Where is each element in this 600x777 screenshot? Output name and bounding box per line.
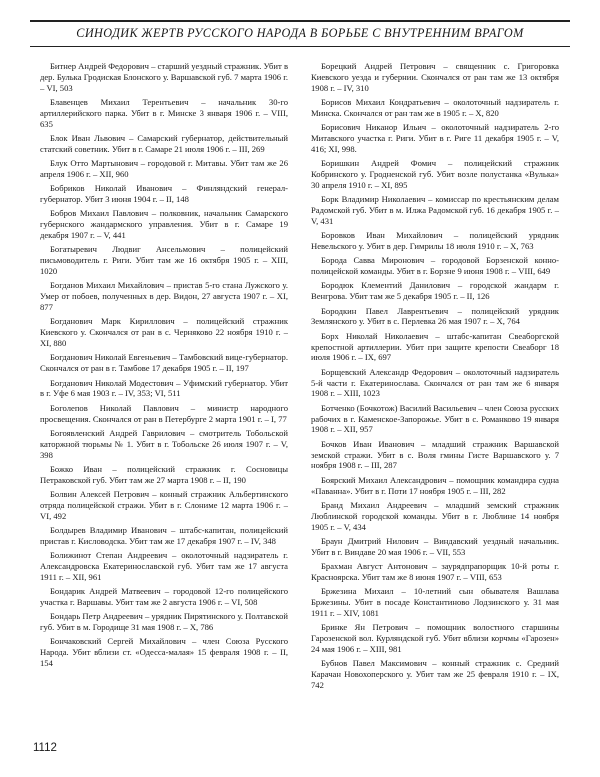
biography-entry: Битнер Андрей Федорович – старший уездный стражник. Убит в дер. Булька Гродиская Блонского у. Варшавской губ. 7 марта 1906 г. – VI, 503: [40, 61, 288, 93]
biography-entry: Блук Отто Мартынович – городовой г. Митавы. Убит там же 26 апреля 1906 г. – XII, 960: [40, 158, 288, 180]
biography-entry: Борецкий Андрей Петрович – священник с. Григоровка Киевского уезда и губернии. Скончался от ран там же 13 октября 1908 г. – IV, 310: [311, 61, 559, 93]
biography-entry: Борк Владимир Николаевич – комиссар по крестьянским делам Радомской губ. Убит в м. Илжа Радомской губ. 16 декабря 1905 г. – V, 431: [311, 194, 559, 226]
biography-entry: Бондарик Андрей Матвеевич – городовой 12-го полицейского участка г. Варшавы. Убит там же 2 августа 1906 г. – VI, 508: [40, 586, 288, 607]
biography-entry: Боровков Иван Михайлович – полицейский урядник Невельского у. Убит в дер. Гимрилы 18 июля 1910 г. – X, 763: [311, 230, 559, 252]
biography-entry: Бранд Михаил Андреевич – младший земский стражник Люблинской городской команды. Убит в г. Люблине 14 ноября 1905 г. – V, 434: [311, 499, 559, 532]
biography-entry: Бончаковский Сергей Михайлович – член Союза Русского Народа. Убит вблизи ст. «Одесса-малая» 15 февраля 1908 г. – II, 154: [40, 636, 288, 669]
biography-entry: Бринке Ян Петрович – помощник волостного старшины Гарозенской вол. Курляндской губ. Убит вблизи корчмы «Гарозен» 24 мая 1906 г. – XIII, 981: [311, 622, 559, 654]
biography-entry: Блок Иван Львович – Самарский губернатор, действительный статский советник. Убит в г. Самаре 21 июля 1906 г. – III, 269: [40, 133, 288, 154]
biography-entry: Богданович Марк Кириллович – полицейский стражник Киевского у. Скончался от ран в с. Черняково 22 ноября 1910 г. – XI, 880: [40, 316, 288, 349]
biography-entry: Богданович Николай Евгеньевич – Тамбовский вице-губернатор. Скончался от ран в г. Тамбове 17 декабря 1905 г. – II, 197: [40, 352, 288, 374]
biography-entry: Бржезина Михаил – 10-летний сын обывателя Вашлава Бржезины. Убит в посаде Константиново Лодзинского у. 31 мая 1911 г. – XIV, 1081: [311, 586, 559, 618]
biography-entry: Борх Николай Николаевич – штабс-капитан Свеаборгской крепостной артиллерии. Убит при защите крепости Свеаборг 18 июля 1906 г. – IX, 697: [311, 330, 559, 363]
biography-entry: Браун Дмитрий Нилович – Виндавский уездный начальник. Убит в г. Виндаве 20 мая 1906 г. – VII, 553: [311, 535, 559, 557]
biography-entry: Бобриков Николай Иванович – Финляндский генерал-губернатор. Убит 3 июня 1904 г. – II, 148: [40, 183, 288, 205]
header-rule-bottom: [30, 46, 570, 47]
biography-entry: Божко Иван – полицейский стражник г. Сосновицы Петраковской губ. Убит там же 27 марта 1908 г. – II, 190: [40, 463, 288, 485]
biography-entry: Боярский Михаил Александрович – помощник командира судна «Паванна». Убит в г. Поти 17 ноября 1905 г. – III, 282: [311, 474, 559, 496]
biography-entry: Боришкин Андрей Фомич – полицейский стражник Кобринского у. Гродненской губ. Убит возле полустанка «Вулька» 30 апреля 1910 г. – XI, 895: [311, 158, 559, 190]
biography-entry: Болижинот Степан Андреевич – околоточный надзиратель г. Александровска Екатеринославской губ. Убит там же 17 августа 1911 г. – XII, 961: [40, 550, 288, 582]
right-column: [311, 61, 559, 751]
page-number: 1112: [33, 742, 57, 754]
biography-entry: Болдырев Владимир Иванович – штабс-капитан, полицейский пристав г. Кисловодска. Убит там же 17 декабря 1907 г. – IV, 348: [40, 524, 288, 546]
biography-entry: Бубнов Павел Максимович – конный стражник с. Средний Карачан Новохоперского у. Убит там же 25 февраля 1910 г. – IX, 742: [311, 658, 559, 690]
biography-entry: Богатыревич Людвиг Ансельмович – полицейский письмоводитель г. Риги. Убит там же 16 октября 1905 г. – XIII, 1020: [40, 244, 288, 277]
left-column: [40, 61, 288, 751]
biography-entry: Бородюк Клементий Данилович – городской жандарм г. Венгрова. Убит там же 5 декабря 1905 г. – II, 126: [311, 280, 559, 302]
biography-entry: Блавенцев Михаил Терентьевич – начальник 30-го артиллерийского парка. Убит в г. Минске 3 января 1906 г. – VIII, 635: [40, 97, 288, 129]
biography-entry: Богданович Николай Модестович – Уфимский губернатор. Убит в г. Уфе 6 мая 1903 г. – IV, 353; VI, 511: [40, 377, 288, 399]
biography-entry: Боголепов Николай Павлович – министр народного просвещения. Скончался от ран в Петербурге 2 марта 1901 г. – I, 77: [40, 402, 288, 424]
header-rule-top: [30, 20, 570, 22]
running-header: [30, 20, 570, 50]
biography-entry: Бондарь Петр Андреевич – урядник Пирятинского у. Полтавской губ. Убит в м. Городище 31 мая 1908 г. – X, 786: [40, 611, 288, 633]
biography-entry: Бобров Михаил Павлович – полковник, начальник Самарского губернского жандармского управления. Убит в г. Самаре 19 декабря 1907 г. – V, 441: [40, 208, 288, 241]
biography-entry: Богоявленский Андрей Гаврилович – смотритель Тобольской каторжной тюрьмы № 1. Убит в г. Тобольске 26 июля 1907 г. – V, 398: [40, 427, 288, 460]
biography-entry: Борисович Никанор Ильич – околоточный надзиратель 2-го Митавского участка г. Риги. Убит в г. Риге 11 декабря 1905 г. – V, 416; XI, 998.: [311, 122, 559, 154]
biography-entry: Болвин Алексей Петрович – конный стражник Альбертинского отряда полицейской стражи. Убит в г. Слониме 12 марта 1906 г. – VI, 492: [40, 488, 288, 521]
biography-entry: Ботченко (Бочкотож) Василий Васильевич – член Союза русских рабочих в г. Каменское-Запорожье. Убит в с. Романково 19 января 1908 г. – XII, 957: [311, 402, 559, 435]
biography-entry: Богданов Михаил Михайлович – пристав 5-го стана Лужского у. Умер от побоев, полученных в дер. Видон, 27 августа 1907 г. – XI, 877: [40, 280, 288, 313]
biography-entry: Борисов Михаил Кондратьевич – околоточный надзиратель г. Минска. Скончался от ран там же в 1905 г. – X, 820: [311, 97, 559, 118]
biography-entry: Борода Савва Миронович – городовой Борзенской конно-полицейской команды. Убит в г. Борзне 9 июня 1908 г. – VIII, 649: [311, 255, 559, 277]
biography-entry: Борщевский Александр Федорович – околоточный надзиратель 5-й части г. Екатеринослава. Скончался от ран там же 6 января 1908 г. – XIII, 1023: [311, 366, 559, 399]
biography-entry: Бочков Иван Иванович – младший стражник Варшавской земской стражи. Убит в с. Воля гмины Гисте Варшавского у. 7 ноября 1908 г. – III, 287: [311, 438, 559, 471]
biography-entry: Бородкин Павел Лаврентьевич – полицейский урядник Землянского у. Убит в с. Перлевка 26 мая 1907 г. – X, 764: [311, 305, 559, 327]
biography-entry: Брахман Август Антонович – заурядпрапорщик 10-й роты г. Красноярска. Убит там же 8 июня 1907 г. – VIII, 653: [311, 560, 559, 582]
page-title: СИНОДИК ЖЕРТВ РУССКОГО НАРОДА В БОРЬБЕ С ВНУТРЕННИМ ВРАГОМ: [76, 26, 524, 40]
